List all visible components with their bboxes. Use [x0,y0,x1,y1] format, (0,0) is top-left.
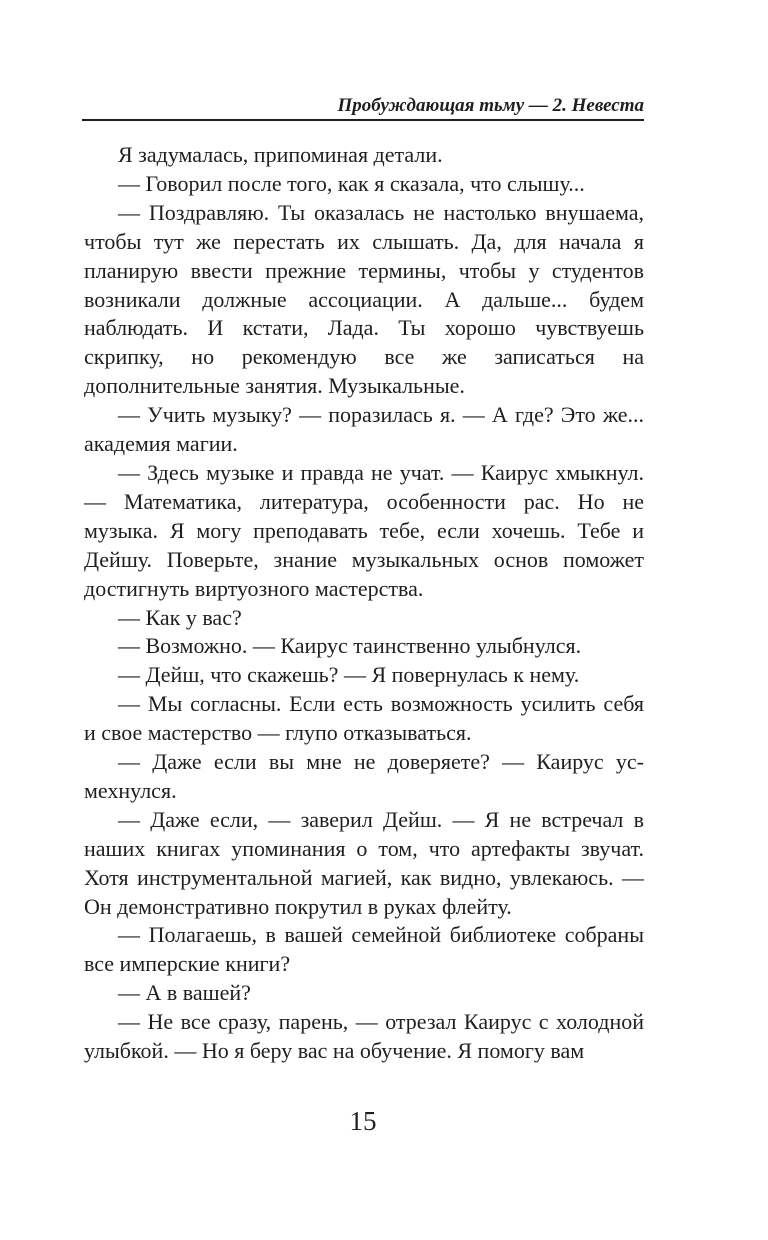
paragraph: — Говорил после того, как я сказала, что слышу... [118,170,585,196]
paragraph: — Даже если вы мне не доверяете? — Каирус усмехнулся. [84,749,644,803]
paragraph: — А в вашей? [118,980,251,1006]
paragraph: — Здесь музыке и правда не учат. — Каирус хмыкнул. — Математика, литература, особенности рас. Но не музыка. Я могу преподавать тебе, если хочешь. Тебе и Дейшу. Поверьте, знание музыкальных основ поможет достигнуть виртуозного мастерства. [84,459,644,601]
paragraph: — Учить музыку? — поразилась я. — А где? Это же... академия магии. [84,402,644,457]
page-number: 15 [349,1106,377,1136]
paragraph: Я задумалась, припоминая детали. [118,142,443,167]
paragraph: — Возможно. — Каирус таинственно улыбнулся. [118,633,582,659]
running-head-title: Пробуждающая тьму — 2. Невеста [337,95,644,116]
header-rule [82,119,644,121]
paragraph: — Мы согласны. Если есть возможность усилить себя и свое мастерство — глупо отказываться. [84,691,644,746]
paragraph: — Полагаешь, в вашей семейной библиотеке собраны все имперские книги? [84,922,644,977]
paragraph: — Не все сразу, парень, — отрезал Каирус с холодной улыбкой. — Но я беру вас на обучение. Я помогу вам [84,1009,644,1064]
paragraph: — Поздравляю. Ты оказалась не настолько внушаема, чтобы тут же перестать их слышать. Да, для начала я планирую ввести прежние термины, чтобы у студентов возникали должные ассоциации. А дальше... будем наблюдать. И кстати, Лада. Ты хорошо чувствуешь скрипку, но рекомендую все же записаться на дополнительные занятия. Музыкальные. [84,199,644,399]
paragraph: — Дейш, что скажешь? — Я повернулась к нему. [118,662,580,688]
body-text [84,141,644,1066]
paragraph: — Даже если, — заверил Дейш. — Я не встречал в наших книгах упоминания о том, что артефакты звучат. Хотя инструментальной магией, как видно, увлекаюсь. — Он демонстративно покрутил в руках флейту. [84,806,644,919]
paragraph: — Как у вас? [118,604,242,630]
